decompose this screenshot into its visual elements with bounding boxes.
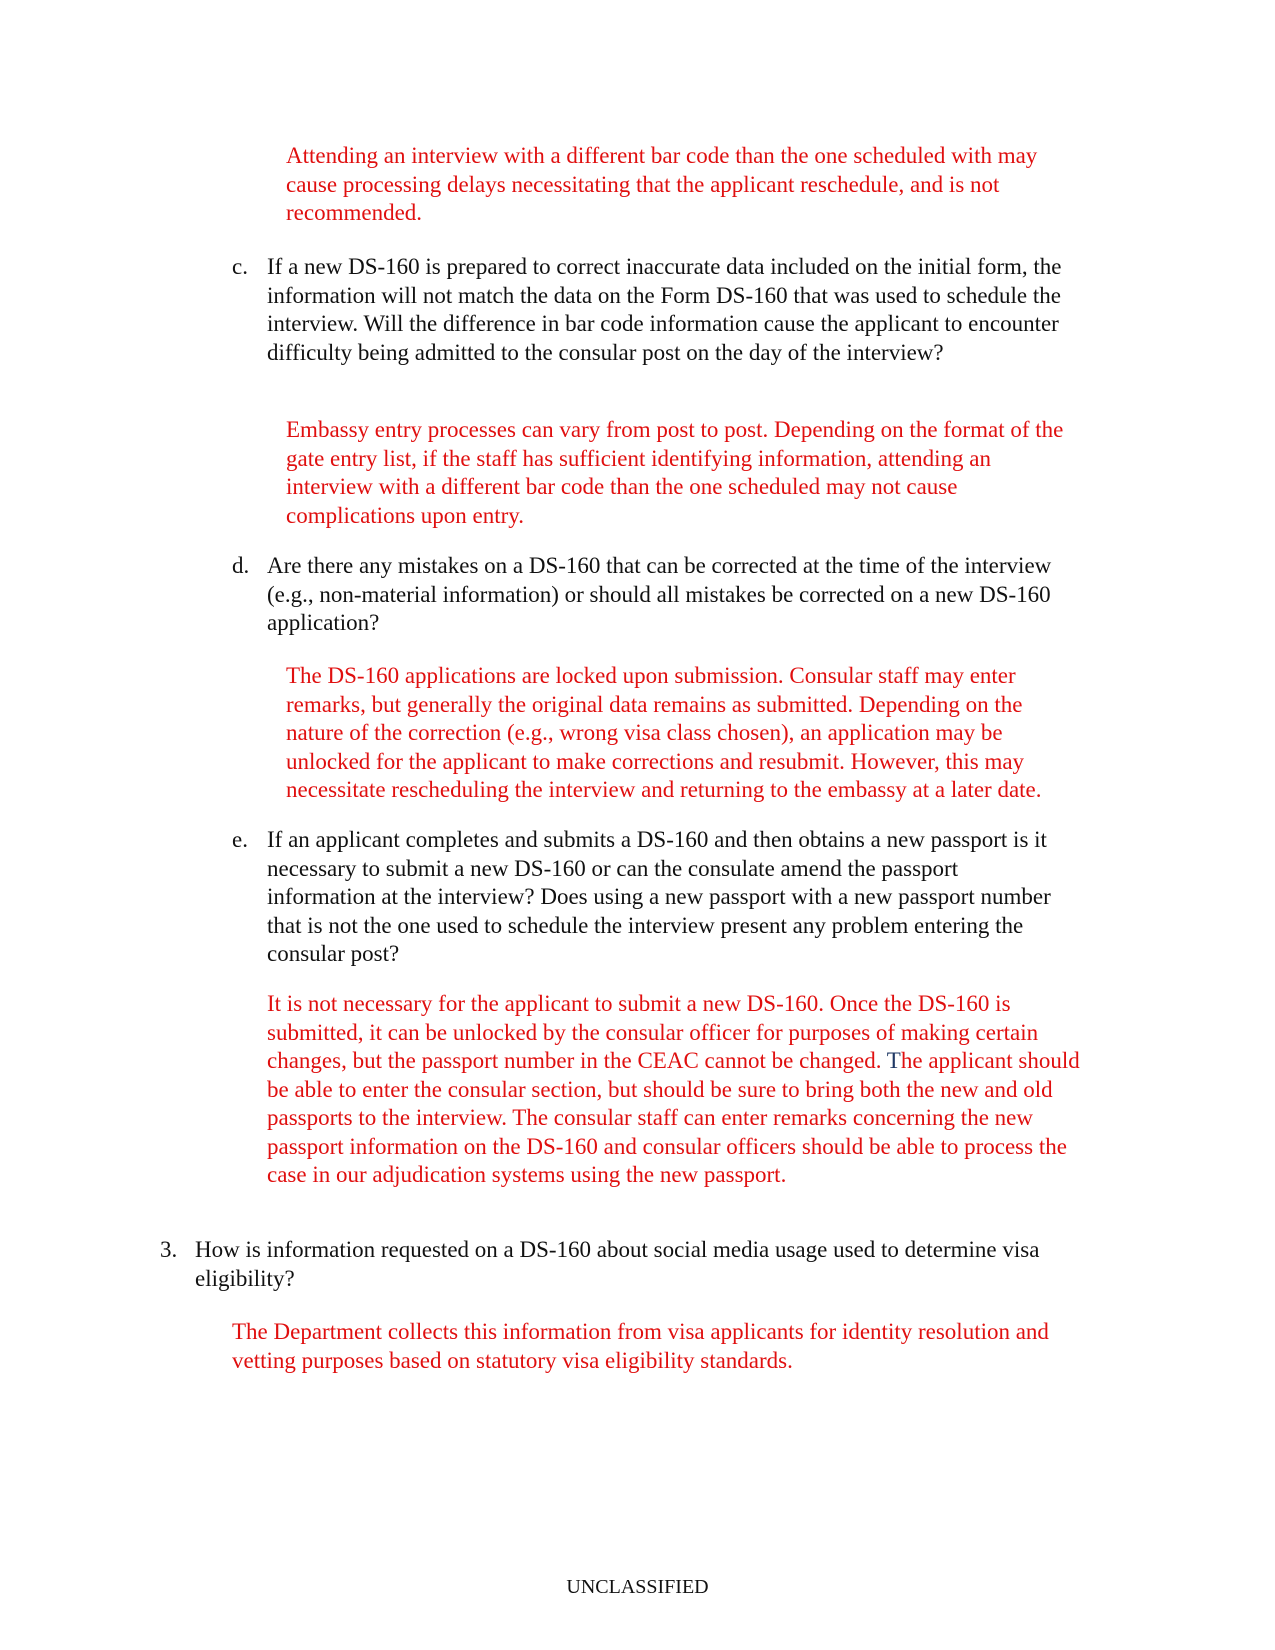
question-3-text: How is information requested on a DS-160 about social media usage used to determine visa eligibility? xyxy=(195,1237,1040,1291)
answer-c: Embassy entry processes can vary from post to post. Depending on the format of the gate entry list, if the staff has sufficient identifying information, attending an interview with a different bar code than the one scheduled may not cause complications upon entry. xyxy=(286,417,1064,528)
answer-b-continued: Attending an interview with a different bar code than the one scheduled with may cause processing delays necessitating that the applicant reschedule, and is not recommended. xyxy=(286,143,1038,225)
question-c xyxy=(232,253,1072,367)
question-3-marker: 3. xyxy=(160,1237,178,1262)
question-e xyxy=(232,826,1072,969)
answer-e-first-letter: T xyxy=(886,1048,901,1073)
question-d xyxy=(232,552,1072,638)
answer-e-part2: he applicant should be able to enter the consular section, but should be sure to bring both the new and old passports to the interview. The consular staff can enter remarks concerning the new passport information on the DS-160 and consular officers should be able to process the case in our adjudication systems using the new passport. xyxy=(267,1048,1080,1187)
question-e-text: If an applicant completes and submits a DS-160 and then obtains a new passport is it necessary to submit a new DS-160 or can the consulate amend the passport information at the interview? Does using a new passport with a new passport number that is not the one used to schedule the interview present any problem entering the consular post? xyxy=(267,827,1051,966)
answer-e xyxy=(267,990,1082,1190)
question-c-marker: c. xyxy=(232,254,248,279)
answer-d: The DS-160 applications are locked upon submission. Consular staff may enter remarks, but generally the original data remains as submitted. Depending on the nature of the correction (e.g., wrong visa class chosen), an application may be unlocked for the applicant to make corrections and resubmit. However, this may necessitate rescheduling the interview and returning to the embassy at a later date. xyxy=(286,663,1042,802)
question-c-text: If a new DS-160 is prepared to correct inaccurate data included on the initial form, the information will not match the data on the Form DS-160 that was used to schedule the interview. Will the difference in bar code information cause the applicant to encounter difficulty being admitted to the consular post on the day of the interview? xyxy=(267,254,1062,365)
question-d-marker: d. xyxy=(232,553,250,578)
question-e-marker: e. xyxy=(232,827,248,852)
classification-footer: UNCLASSIFIED xyxy=(566,1576,709,1598)
answer-e-part1: It is not necessary for the applicant to submit a new DS-160. Once the DS-160 is submitted, it can be unlocked by the consular officer for purposes of making certain changes, but the passport number in the CEAC cannot be changed. xyxy=(267,991,1039,1073)
question-d-text: Are there any mistakes on a DS-160 that can be corrected at the time of the interview (e.g., non-material information) or should all mistakes be corrected on a new DS-160 application? xyxy=(267,553,1052,635)
question-3 xyxy=(160,1236,1090,1293)
answer-3: The Department collects this information from visa applicants for identity resolution and vetting purposes based on statutory visa eligibility standards. xyxy=(232,1319,1049,1373)
